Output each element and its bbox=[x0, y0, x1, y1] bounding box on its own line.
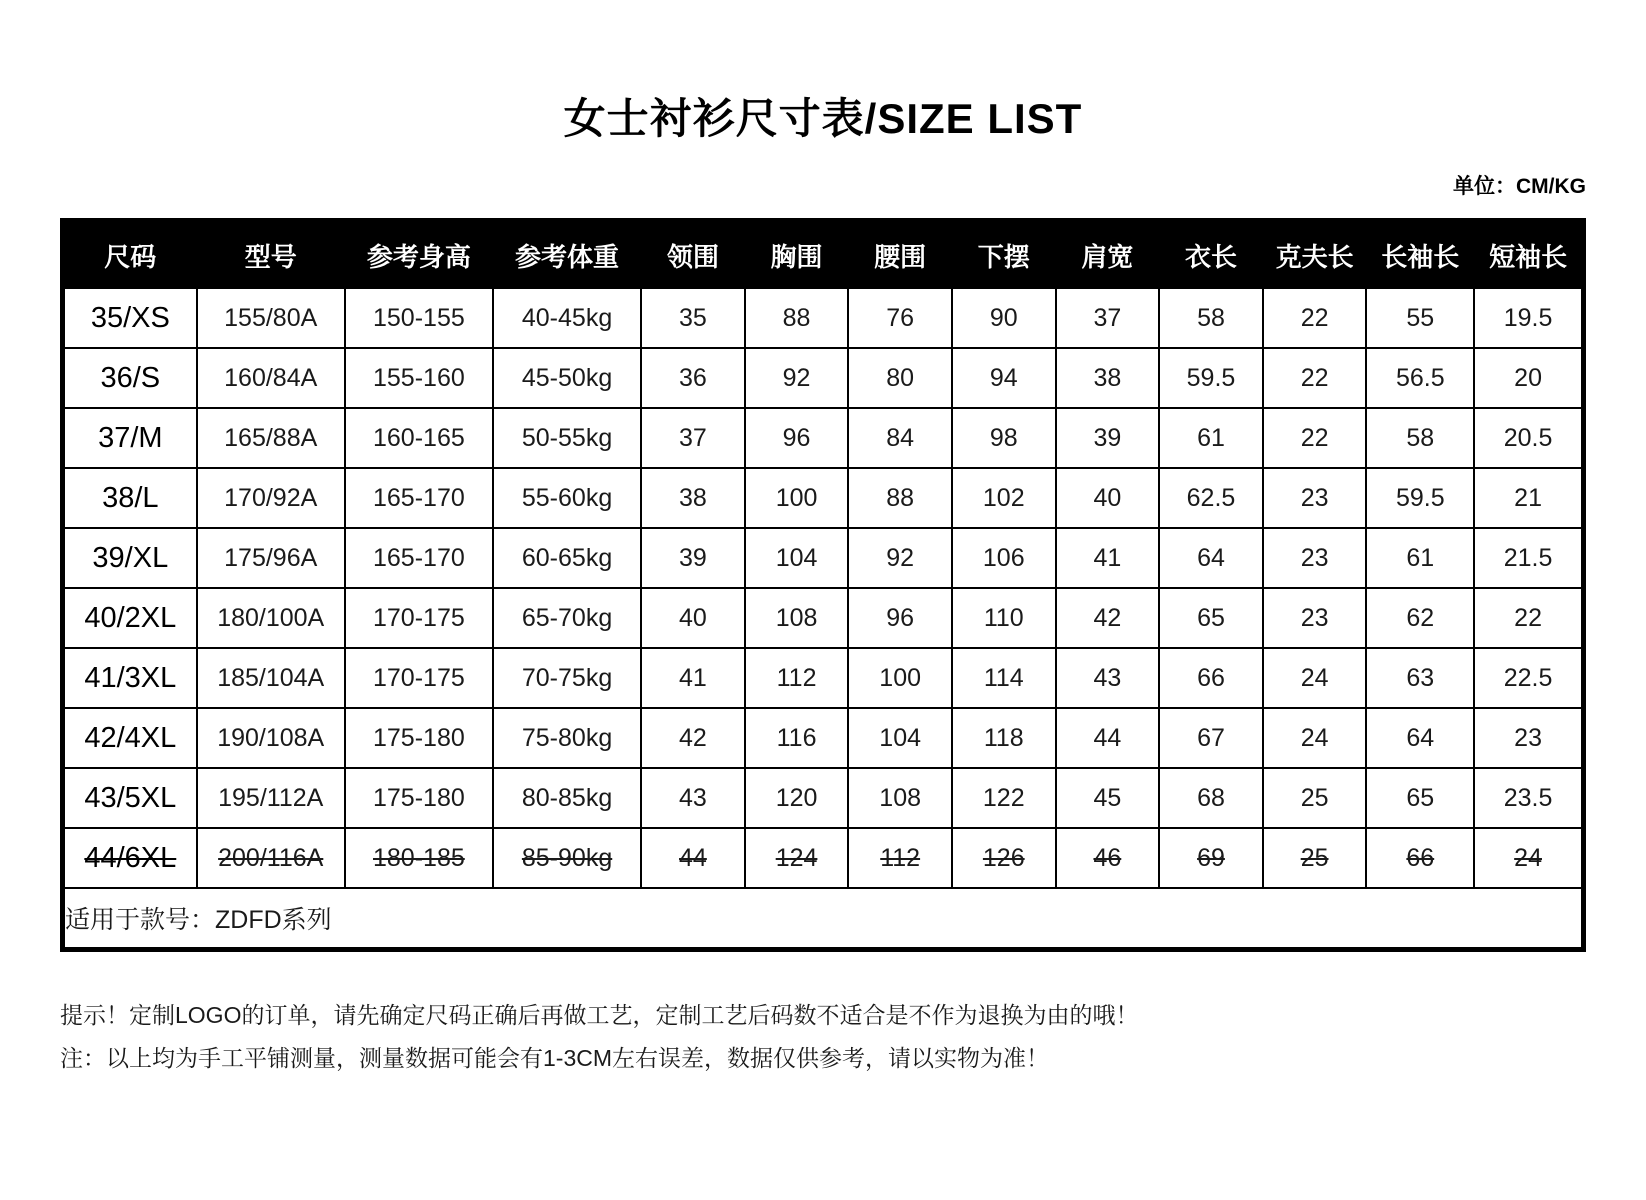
table-cell: 104 bbox=[745, 528, 849, 588]
table-cell: 69 bbox=[1159, 828, 1263, 888]
table-cell: 150-155 bbox=[345, 288, 493, 348]
table-cell: 180/100A bbox=[197, 588, 345, 648]
table-cell: 175-180 bbox=[345, 768, 493, 828]
table-cell: 42 bbox=[1056, 588, 1160, 648]
table-cell: 185/104A bbox=[197, 648, 345, 708]
table-cell: 165-170 bbox=[345, 528, 493, 588]
table-row bbox=[64, 348, 1582, 408]
table-row bbox=[64, 408, 1582, 468]
table-cell: 165/88A bbox=[197, 408, 345, 468]
table-cell: 59.5 bbox=[1366, 468, 1474, 528]
applies-to-text: 适用于款号：ZDFD系列 bbox=[64, 888, 1582, 948]
table-header bbox=[64, 222, 1582, 288]
cell-size: 37/M bbox=[64, 408, 197, 468]
table-cell: 40 bbox=[1056, 468, 1160, 528]
table-cell: 58 bbox=[1159, 288, 1263, 348]
table-cell: 70-75kg bbox=[493, 648, 641, 708]
table-cell: 170-175 bbox=[345, 588, 493, 648]
table-cell: 94 bbox=[952, 348, 1056, 408]
table-cell: 92 bbox=[745, 348, 849, 408]
table-cell: 62 bbox=[1366, 588, 1474, 648]
table-cell: 35 bbox=[641, 288, 745, 348]
table-cell: 38 bbox=[1056, 348, 1160, 408]
header-row bbox=[64, 222, 1582, 288]
table-row bbox=[64, 708, 1582, 768]
table-cell: 110 bbox=[952, 588, 1056, 648]
unit-note: 单位：CM/KG bbox=[1453, 175, 1586, 198]
table-cell: 175-180 bbox=[345, 708, 493, 768]
table-cell: 41 bbox=[641, 648, 745, 708]
page-title: 女士衬衫尺寸表/SIZE LIST bbox=[563, 95, 1083, 142]
table-cell: 88 bbox=[745, 288, 849, 348]
table-cell: 104 bbox=[848, 708, 952, 768]
applies-to-row bbox=[64, 888, 1582, 948]
table-cell: 88 bbox=[848, 468, 952, 528]
column-header-height: 参考身高 bbox=[345, 222, 493, 288]
table-cell: 155-160 bbox=[345, 348, 493, 408]
table-cell: 64 bbox=[1159, 528, 1263, 588]
note-line-1: 提示！定制LOGO的订单，请先确定尺码正确后再做工艺，定制工艺后码数不适合是不作为退换为由的哦！ bbox=[60, 1002, 1139, 1028]
table-cell: 40 bbox=[641, 588, 745, 648]
table-cell: 84 bbox=[848, 408, 952, 468]
table-body bbox=[64, 288, 1582, 888]
table-cell: 108 bbox=[745, 588, 849, 648]
table-cell: 62.5 bbox=[1159, 468, 1263, 528]
column-header-cuff: 克夫长 bbox=[1263, 222, 1367, 288]
table-cell: 21.5 bbox=[1474, 528, 1582, 588]
table-cell: 23 bbox=[1263, 528, 1367, 588]
table-cell: 37 bbox=[641, 408, 745, 468]
table-cell: 116 bbox=[745, 708, 849, 768]
table-cell: 114 bbox=[952, 648, 1056, 708]
table-cell: 124 bbox=[745, 828, 849, 888]
table-cell: 36 bbox=[641, 348, 745, 408]
table-cell: 39 bbox=[641, 528, 745, 588]
table-cell: 170-175 bbox=[345, 648, 493, 708]
table-cell: 61 bbox=[1366, 528, 1474, 588]
table-cell: 66 bbox=[1366, 828, 1474, 888]
table-cell: 22 bbox=[1263, 408, 1367, 468]
table-row bbox=[64, 828, 1582, 888]
table-cell: 90 bbox=[952, 288, 1056, 348]
table-cell: 61 bbox=[1159, 408, 1263, 468]
table-cell: 50-55kg bbox=[493, 408, 641, 468]
table-cell: 21 bbox=[1474, 468, 1582, 528]
table-cell: 195/112A bbox=[197, 768, 345, 828]
table-row bbox=[64, 288, 1582, 348]
notes-block bbox=[60, 994, 1586, 1079]
table-cell: 118 bbox=[952, 708, 1056, 768]
cell-size: 36/S bbox=[64, 348, 197, 408]
table-cell: 23 bbox=[1474, 708, 1582, 768]
column-header-length: 衣长 bbox=[1159, 222, 1263, 288]
table-cell: 39 bbox=[1056, 408, 1160, 468]
table-cell: 43 bbox=[1056, 648, 1160, 708]
table-cell: 106 bbox=[952, 528, 1056, 588]
table-cell: 180-185 bbox=[345, 828, 493, 888]
column-header-shoulder: 肩宽 bbox=[1056, 222, 1160, 288]
table-cell: 25 bbox=[1263, 828, 1367, 888]
table-cell: 22 bbox=[1474, 588, 1582, 648]
table-cell: 63 bbox=[1366, 648, 1474, 708]
table-row bbox=[64, 768, 1582, 828]
table-cell: 100 bbox=[848, 648, 952, 708]
table-cell: 100 bbox=[745, 468, 849, 528]
cell-size: 43/5XL bbox=[64, 768, 197, 828]
table-cell: 24 bbox=[1263, 648, 1367, 708]
table-cell: 175/96A bbox=[197, 528, 345, 588]
table-cell: 44 bbox=[641, 828, 745, 888]
table-cell: 80 bbox=[848, 348, 952, 408]
table-cell: 38 bbox=[641, 468, 745, 528]
table-cell: 23 bbox=[1263, 588, 1367, 648]
table-cell: 126 bbox=[952, 828, 1056, 888]
cell-size: 40/2XL bbox=[64, 588, 197, 648]
cell-size: 42/4XL bbox=[64, 708, 197, 768]
table-cell: 64 bbox=[1366, 708, 1474, 768]
table-cell: 55 bbox=[1366, 288, 1474, 348]
cell-size: 38/L bbox=[64, 468, 197, 528]
table-cell: 59.5 bbox=[1159, 348, 1263, 408]
table-cell: 85-90kg bbox=[493, 828, 641, 888]
column-header-collar: 领围 bbox=[641, 222, 745, 288]
table-cell: 24 bbox=[1263, 708, 1367, 768]
column-header-short-sleeve: 短袖长 bbox=[1474, 222, 1582, 288]
table-row bbox=[64, 528, 1582, 588]
table-cell: 65 bbox=[1366, 768, 1474, 828]
table-cell: 22.5 bbox=[1474, 648, 1582, 708]
table-cell: 45-50kg bbox=[493, 348, 641, 408]
table-cell: 96 bbox=[745, 408, 849, 468]
table-cell: 65-70kg bbox=[493, 588, 641, 648]
table-cell: 65 bbox=[1159, 588, 1263, 648]
column-header-weight: 参考体重 bbox=[493, 222, 641, 288]
table-cell: 56.5 bbox=[1366, 348, 1474, 408]
table-cell: 19.5 bbox=[1474, 288, 1582, 348]
table-cell: 155/80A bbox=[197, 288, 345, 348]
table-cell: 122 bbox=[952, 768, 1056, 828]
cell-size: 39/XL bbox=[64, 528, 197, 588]
table-cell: 24 bbox=[1474, 828, 1582, 888]
column-header-hem: 下摆 bbox=[952, 222, 1056, 288]
table-cell: 23.5 bbox=[1474, 768, 1582, 828]
table-row bbox=[64, 588, 1582, 648]
size-table bbox=[63, 221, 1583, 949]
table-cell: 37 bbox=[1056, 288, 1160, 348]
table-cell: 40-45kg bbox=[493, 288, 641, 348]
table-cell: 112 bbox=[848, 828, 952, 888]
table-cell: 120 bbox=[745, 768, 849, 828]
table-cell: 60-65kg bbox=[493, 528, 641, 588]
table-cell: 170/92A bbox=[197, 468, 345, 528]
table-row bbox=[64, 648, 1582, 708]
cell-size: 44/6XL bbox=[64, 828, 197, 888]
table-cell: 98 bbox=[952, 408, 1056, 468]
table-cell: 44 bbox=[1056, 708, 1160, 768]
size-table-container bbox=[60, 218, 1586, 952]
table-cell: 45 bbox=[1056, 768, 1160, 828]
table-cell: 58 bbox=[1366, 408, 1474, 468]
table-cell: 42 bbox=[641, 708, 745, 768]
table-cell: 92 bbox=[848, 528, 952, 588]
table-cell: 160-165 bbox=[345, 408, 493, 468]
table-cell: 76 bbox=[848, 288, 952, 348]
table-cell: 160/84A bbox=[197, 348, 345, 408]
table-cell: 43 bbox=[641, 768, 745, 828]
table-cell: 200/116A bbox=[197, 828, 345, 888]
table-cell: 22 bbox=[1263, 288, 1367, 348]
column-header-bust: 胸围 bbox=[745, 222, 849, 288]
cell-size: 35/XS bbox=[64, 288, 197, 348]
table-cell: 190/108A bbox=[197, 708, 345, 768]
table-cell: 67 bbox=[1159, 708, 1263, 768]
table-cell: 108 bbox=[848, 768, 952, 828]
table-row bbox=[64, 468, 1582, 528]
table-cell: 20 bbox=[1474, 348, 1582, 408]
table-cell: 66 bbox=[1159, 648, 1263, 708]
column-header-model: 型号 bbox=[197, 222, 345, 288]
table-cell: 46 bbox=[1056, 828, 1160, 888]
table-cell: 55-60kg bbox=[493, 468, 641, 528]
table-cell: 75-80kg bbox=[493, 708, 641, 768]
table-cell: 112 bbox=[745, 648, 849, 708]
table-cell: 68 bbox=[1159, 768, 1263, 828]
table-cell: 165-170 bbox=[345, 468, 493, 528]
column-header-long-sleeve: 长袖长 bbox=[1366, 222, 1474, 288]
table-cell: 41 bbox=[1056, 528, 1160, 588]
table-cell: 80-85kg bbox=[493, 768, 641, 828]
note-line-2: 注：以上均为手工平铺测量，测量数据可能会有1-3CM左右误差，数据仅供参考，请以实物为准！ bbox=[60, 1044, 1050, 1071]
table-cell: 96 bbox=[848, 588, 952, 648]
column-header-size: 尺码 bbox=[64, 222, 197, 288]
table-cell: 22 bbox=[1263, 348, 1367, 408]
cell-size: 41/3XL bbox=[64, 648, 197, 708]
table-cell: 25 bbox=[1263, 768, 1367, 828]
column-header-waist: 腰围 bbox=[848, 222, 952, 288]
table-cell: 20.5 bbox=[1474, 408, 1582, 468]
table-cell: 102 bbox=[952, 468, 1056, 528]
table-footer bbox=[64, 888, 1582, 948]
table-cell: 23 bbox=[1263, 468, 1367, 528]
